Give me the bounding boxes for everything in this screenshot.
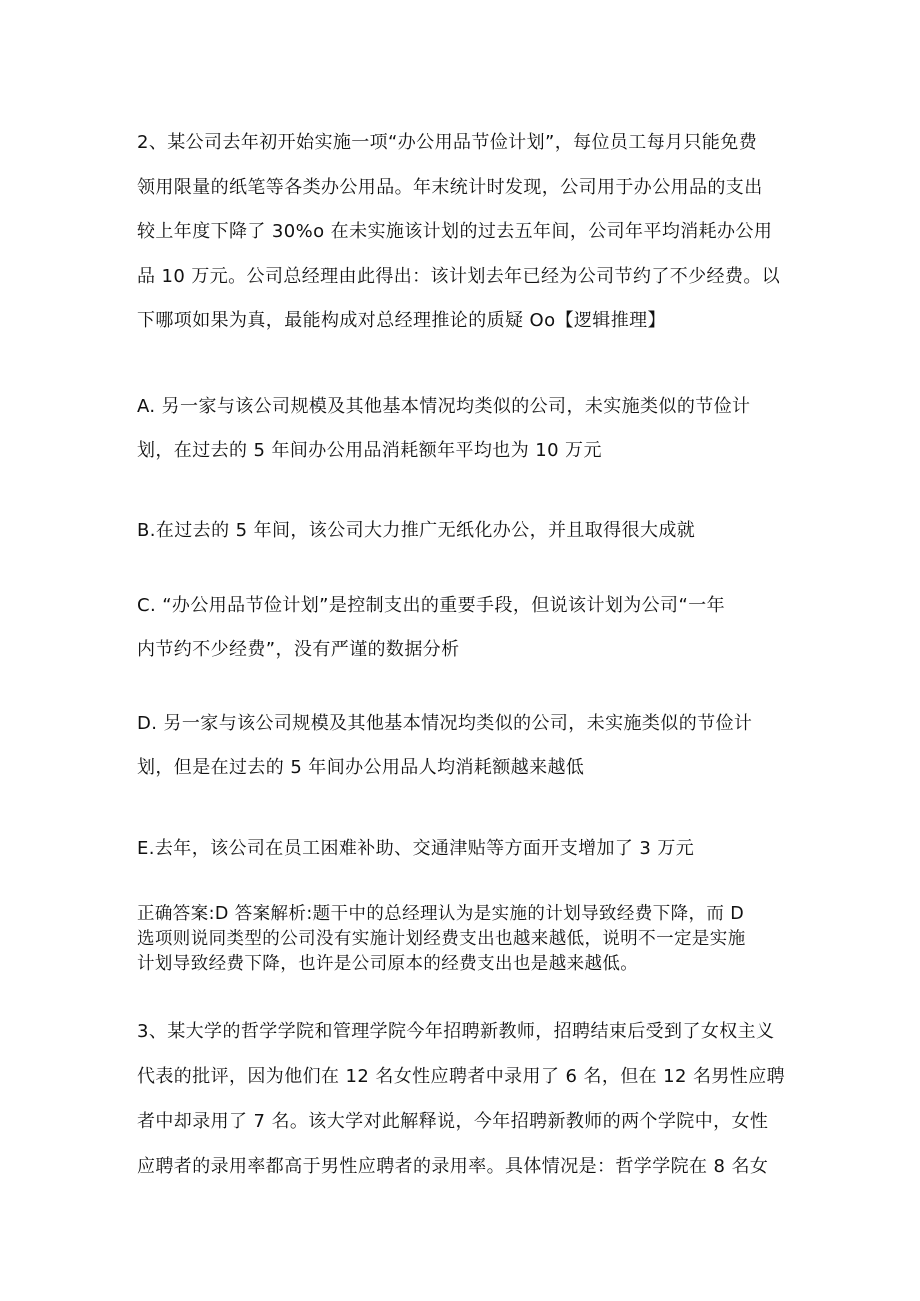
- option-a-line: A. 另一家与该公司规模及其他基本情况均类似的公司，未实施类似的节俭计: [137, 396, 751, 417]
- question-3-line: 应聘者的录用率都高于男性应聘者的录用率。具体情况是：哲学学院在 8 名女: [137, 1156, 769, 1177]
- question-3: [137, 1017, 787, 1197]
- option-b-line: B.在过去的 5 年间，该公司大力推广无纸化办公，并且取得很大成就: [137, 520, 696, 541]
- question-3-line: 3、某大学的哲学学院和管理学院今年招聘新教师，招聘结束后受到了女权主义: [137, 1021, 775, 1042]
- option-b: [137, 516, 787, 560]
- question-3-line: 代表的批评，因为他们在 12 名女性应聘者中录用了 6 名，但在 12 名男性应聘: [137, 1066, 785, 1087]
- option-a-line: 划，在过去的 5 年间办公用品消耗额年平均也为 10 万元: [137, 440, 602, 461]
- question-2-line: 品 10 万元。公司总经理由此得出：该计划去年已经为公司节约了不少经费。以: [137, 265, 781, 287]
- option-c: [137, 591, 787, 679]
- answer-line: 选项则说同类型的公司没有实施计划经费支出也越来越低，说明不一定是实施: [137, 929, 746, 949]
- option-e-line: E.去年，该公司在员工困难补助、交通津贴等方面开支增加了 3 万元: [137, 838, 695, 859]
- option-d-line: 划，但是在过去的 5 年间办公用品人均消耗额越来越低: [137, 757, 585, 778]
- option-d: [137, 709, 787, 797]
- option-e: [137, 834, 787, 878]
- answer-explanation: [137, 902, 787, 977]
- answer-line: 计划导致经费下降，也许是公司原本的经费支出也是越来越低。: [137, 954, 639, 974]
- question-2-line: 2、某公司去年初开始实施一项“办公用品节俭计划”，每位员工每月只能免费: [137, 132, 758, 153]
- question-2: [137, 128, 787, 351]
- question-2-line: 较上年度下降了 30%o 在未实施该计划的过去五年间，公司年平均消耗办公用: [137, 221, 773, 242]
- question-2-line: 下哪项如果为真，最能构成对总经理推论的质疑 Oo【逻辑推理】: [137, 310, 666, 331]
- question-3-line: 者中却录用了 7 名。该大学对此解释说，今年招聘新教师的两个学院中，女性: [137, 1111, 769, 1132]
- answer-line: 正确答案:D 答案解析:题干中的总经理认为是实施的计划导致经费下降，而 D: [137, 904, 745, 924]
- option-a: [137, 392, 787, 480]
- option-d-line: D. 另一家与该公司规模及其他基本情况均类似的公司，未实施类似的节俭计: [137, 713, 753, 734]
- option-c-line: C. “办公用品节俭计划”是控制支出的重要手段，但说该计划为公司“一年: [137, 595, 725, 616]
- question-2-line: 领用限量的纸笔等各类办公用品。年末统计时发现，公司用于办公用品的支出: [137, 176, 763, 198]
- option-c-line: 内节约不少经费”，没有严谨的数据分析: [137, 639, 460, 660]
